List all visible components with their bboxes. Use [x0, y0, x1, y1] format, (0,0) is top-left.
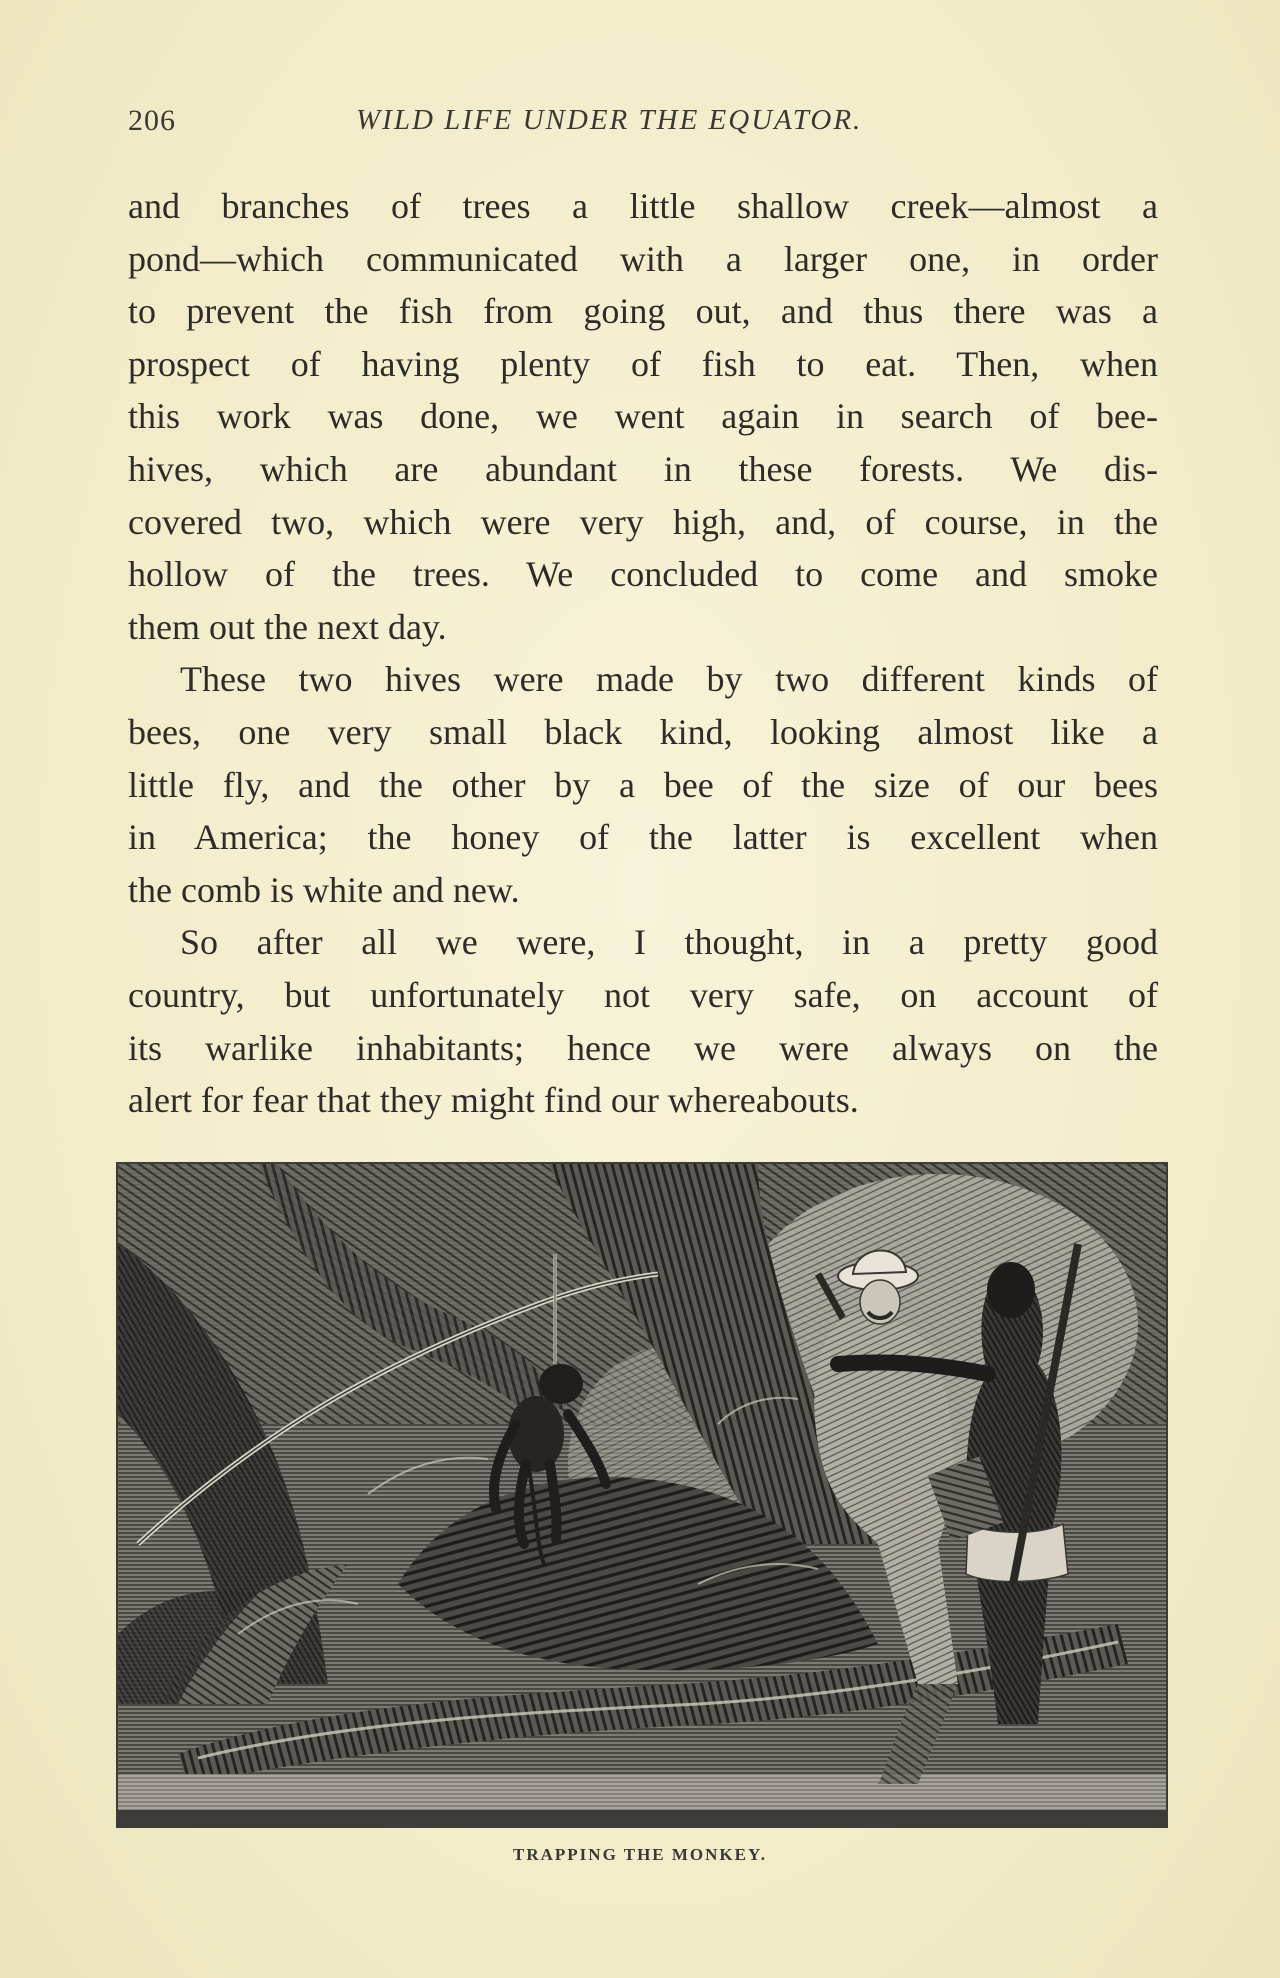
- illustration-caption: TRAPPING THE MONKEY.: [513, 1845, 767, 1864]
- text-line: prospect of having plenty of fish to eat. Then, when: [128, 343, 1158, 384]
- text-line: hives, which are abundant in these forests. We dis-: [128, 448, 1158, 489]
- text-line: in America; the honey of the latter is excellent when: [128, 817, 1158, 858]
- text-line: little fly, and the other by a bee of the size of our bees: [128, 764, 1158, 805]
- running-title: WILD LIFE UNDER THE EQUATOR.: [356, 104, 863, 136]
- text-line: country, but unfortunately not very safe, on account of: [128, 974, 1158, 1015]
- text-line: them out the next day.: [128, 606, 447, 647]
- text-line: covered two, which were very high, and, of course, in the: [128, 501, 1158, 542]
- text-line: These two hives were made by two different kinds of: [180, 659, 1158, 700]
- text-line: and branches of trees a little shallow creek—almost a: [128, 186, 1158, 226]
- engraving-drawing: [118, 1164, 1166, 1826]
- text-line: the comb is white and new.: [128, 869, 520, 910]
- text-line: bees, one very small black kind, looking almost like a: [128, 711, 1158, 752]
- text-line: its warlike inhabitants; hence we were always on the: [128, 1027, 1158, 1068]
- running-head: [128, 104, 1158, 144]
- text-line: alert for fear that they might find our whereabouts.: [128, 1080, 859, 1121]
- text-line: this work was done, we went again in search of bee-: [128, 396, 1158, 437]
- paragraph-3: [128, 916, 1158, 1126]
- text-line: So after all we were, I thought, in a pretty good: [180, 922, 1158, 963]
- paragraph-2: [128, 653, 1158, 916]
- engraving-illustration: [116, 1162, 1168, 1828]
- paragraph-1: [128, 180, 1158, 653]
- text-line: to prevent the fish from going out, and thus there was a: [128, 291, 1158, 332]
- text-line: hollow of the trees. We concluded to come and smoke: [128, 554, 1158, 595]
- body-text: [128, 180, 1158, 1127]
- page-number: 206: [128, 104, 176, 137]
- text-line: pond—which communicated with a larger one, in order: [128, 238, 1158, 279]
